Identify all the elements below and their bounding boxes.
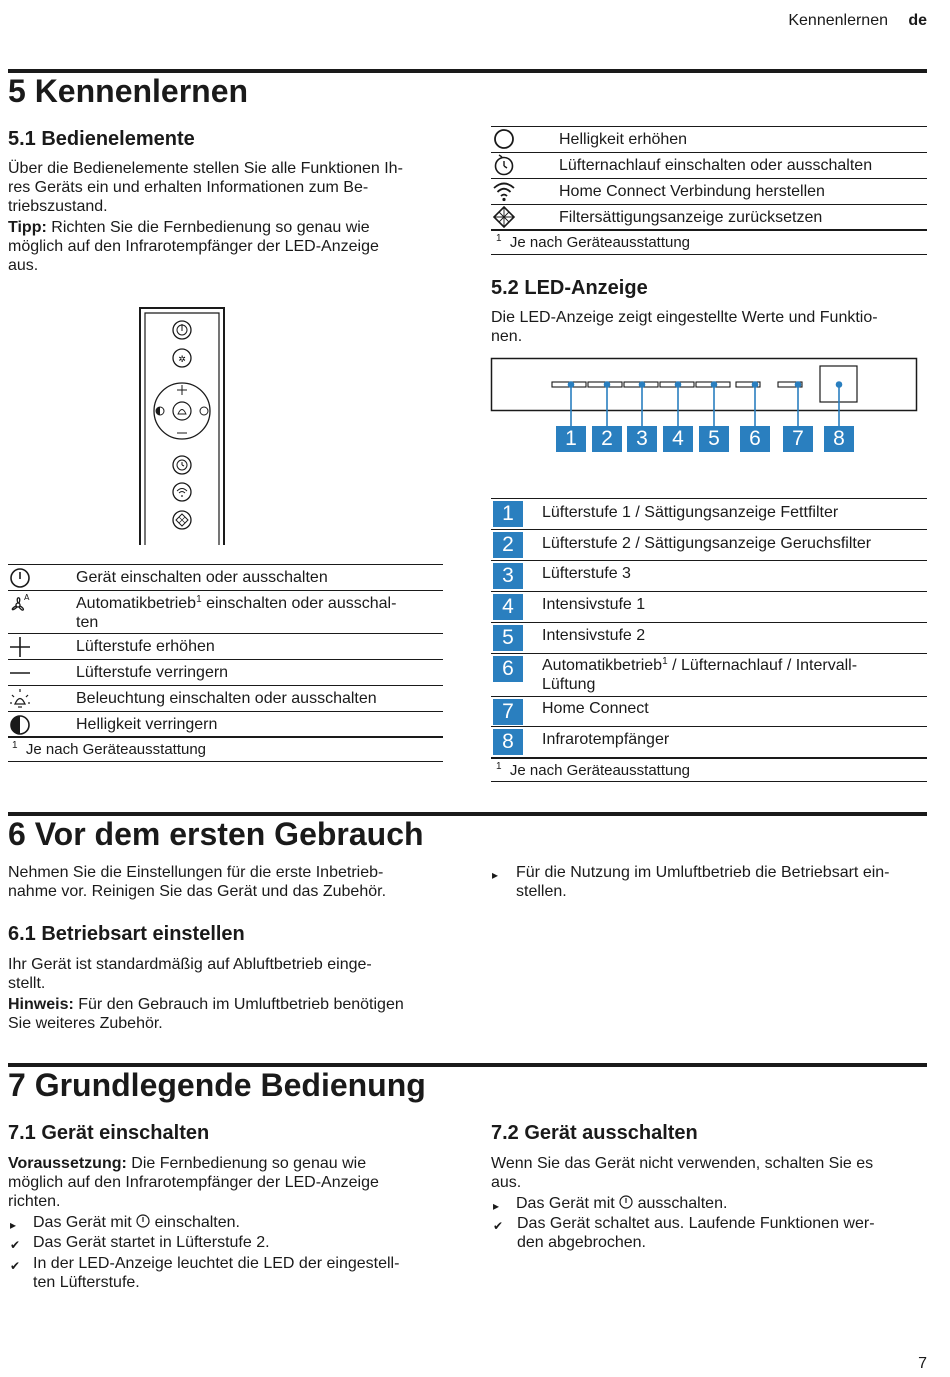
section-7-1-step: Das Gerät mit einschalten. (33, 1214, 240, 1231)
section-5-1-tip: Tipp: Richten Sie die Fernbedienung so genau wie möglich auf den Infrarotempfänger der LED-Anzeige aus. (8, 219, 379, 274)
table-cell-text: Lüfterstufe 1 / Sättigungsanzeige Fettfilter (542, 504, 839, 521)
minus-icon (9, 662, 31, 684)
table-footnote: $^1$ Je nach Geräteausstattung (496, 761, 691, 779)
legend-number: 3 (493, 563, 523, 589)
section-6-intro: Nehmen Sie die Einstellungen für die erste Inbetrieb- nahme vor. Reinigen Sie das Gerät und das Zubehör. (8, 864, 387, 900)
led-number-6: 6 (740, 426, 770, 452)
table-cell-text: Home Connect Verbindung herstellen (559, 183, 825, 200)
step-arrow-icon: ▸ (492, 868, 499, 882)
table-cell-text: Helligkeit verringern (76, 716, 218, 733)
led-number-2: 2 (592, 426, 622, 452)
power-icon (136, 1214, 150, 1228)
half-circle-icon (9, 714, 31, 736)
led-number-3: 3 (627, 426, 657, 452)
table-cell-text: Home Connect (542, 700, 649, 717)
legend-number: 7 (493, 699, 523, 725)
check-icon: ✔ (10, 1259, 21, 1273)
table-cell-text: Lüfterstufe verringern (76, 664, 229, 681)
section-6-1-text: Ihr Gerät ist standardmäßig auf Abluftbetrieb einge- stellt. (8, 956, 372, 992)
table-cell-text: Lüfterstufe erhöhen (76, 638, 215, 655)
legend-number: 2 (493, 532, 523, 558)
led-number-8: 8 (824, 426, 854, 452)
fan-auto-icon (9, 592, 31, 614)
led-number-1: 1 (556, 426, 586, 452)
section-7-2-result: Das Gerät schaltet aus. Laufende Funktionen wer- den abgebrochen. (517, 1215, 875, 1251)
table-cell-text: Intensivstufe 2 (542, 627, 646, 644)
circle-icon (493, 128, 515, 150)
led-number-5: 5 (699, 426, 729, 452)
light-icon (9, 688, 31, 710)
legend-number: 8 (493, 729, 523, 755)
legend-number: 6 (493, 656, 523, 682)
section-5-1-title: 5.1 Bedienelemente (8, 128, 195, 150)
section-7-1-result: In der LED-Anzeige leuchtet die LED der eingestell- ten Lüfterstufe. (33, 1255, 400, 1291)
table-cell-text: Filtersättigungsanzeige zurücksetzen (559, 209, 823, 226)
section-5-2-title: 5.2 LED-Anzeige (491, 277, 648, 299)
svg-text:A: A (24, 593, 30, 602)
section-7-2-text: Wenn Sie das Gerät nicht verwenden, schalten Sie es aus. (491, 1155, 874, 1191)
plus-icon (9, 636, 31, 658)
remote-control-illustration (135, 305, 229, 547)
section-7-2-title: 7.2 Gerät ausschalten (491, 1122, 698, 1144)
led-number-7: 7 (783, 426, 813, 452)
running-header-section: Kennenlernen (788, 12, 888, 29)
table-cell-text: Automatikbetrieb$^1$ / Lüfternachlauf / Intervall- Lüftung (542, 656, 858, 693)
section-6-1-hint: Hinweis: Für den Gebrauch im Umluftbetrieb benötigen Sie weiteres Zubehör. (8, 996, 404, 1032)
table-cell-text: Helligkeit erhöhen (559, 131, 688, 148)
table-cell-text: Beleuchtung einschalten oder ausschalten (76, 690, 377, 707)
section-6-title: 6 Vor dem ersten Gebrauch (8, 816, 424, 852)
table-cell-text: Lüfterstufe 2 / Sättigungsanzeige Geruchsfilter (542, 535, 872, 552)
legend-number: 5 (493, 625, 523, 651)
table-cell-text: Infrarotempfänger (542, 731, 670, 748)
running-header-lang: de (908, 12, 927, 29)
filter-icon (493, 206, 515, 228)
legend-number: 1 (493, 501, 523, 527)
table-cell-text: Gerät einschalten oder ausschalten (76, 569, 328, 586)
table-footnote: $^1$ Je nach Geräteausstattung (12, 740, 207, 758)
table-cell-text: Lüfternachlauf einschalten oder ausschalten (559, 157, 873, 174)
check-icon: ✔ (493, 1219, 504, 1233)
timer-icon (493, 154, 515, 176)
section-7-1-result: Das Gerät startet in Lüfterstufe 2. (33, 1234, 270, 1251)
step-arrow-icon: ▸ (10, 1218, 17, 1232)
wifi-icon (493, 180, 515, 202)
power-icon (9, 567, 31, 589)
section-5-1-intro: Über die Bedienelemente stellen Sie alle Funktionen Ih- res Geräts ein und erhalten Informationen zum Be- triebszustand. (8, 160, 403, 215)
power-icon (619, 1195, 633, 1209)
section-5-2-intro: Die LED-Anzeige zeigt eingestellte Werte und Funktio- nen. (491, 309, 878, 345)
section-7-title: 7 Grundlegende Bedienung (8, 1067, 426, 1103)
section-7-1-precondition: Voraussetzung: Die Fernbedienung so genau wie möglich auf den Infrarotempfänger der LED-Anzeige richten. (8, 1155, 379, 1210)
section-5-title: 5 Kennenlernen (8, 73, 249, 109)
table-cell-text: Automatikbetrieb$^1$ einschalten oder ausschal- ten (76, 594, 397, 631)
svg-text:✲: ✲ (178, 355, 186, 365)
check-icon: ✔ (10, 1238, 21, 1252)
section-6-step: Für die Nutzung im Umluftbetrieb die Betriebsart ein- stellen. (516, 864, 890, 900)
section-7-1-title: 7.1 Gerät einschalten (8, 1122, 210, 1144)
legend-number: 4 (493, 594, 523, 620)
section-6-1-title: 6.1 Betriebsart einstellen (8, 923, 245, 945)
table-cell-text: Lüfterstufe 3 (542, 565, 631, 582)
table-footnote: $^1$ Je nach Geräteausstattung (496, 233, 691, 251)
section-7-2-step: Das Gerät mit ausschalten. (516, 1195, 728, 1212)
step-arrow-icon: ▸ (493, 1199, 500, 1213)
led-number-4: 4 (663, 426, 693, 452)
table-cell-text: Intensivstufe 1 (542, 596, 646, 613)
page-number: 7 (918, 1355, 927, 1372)
